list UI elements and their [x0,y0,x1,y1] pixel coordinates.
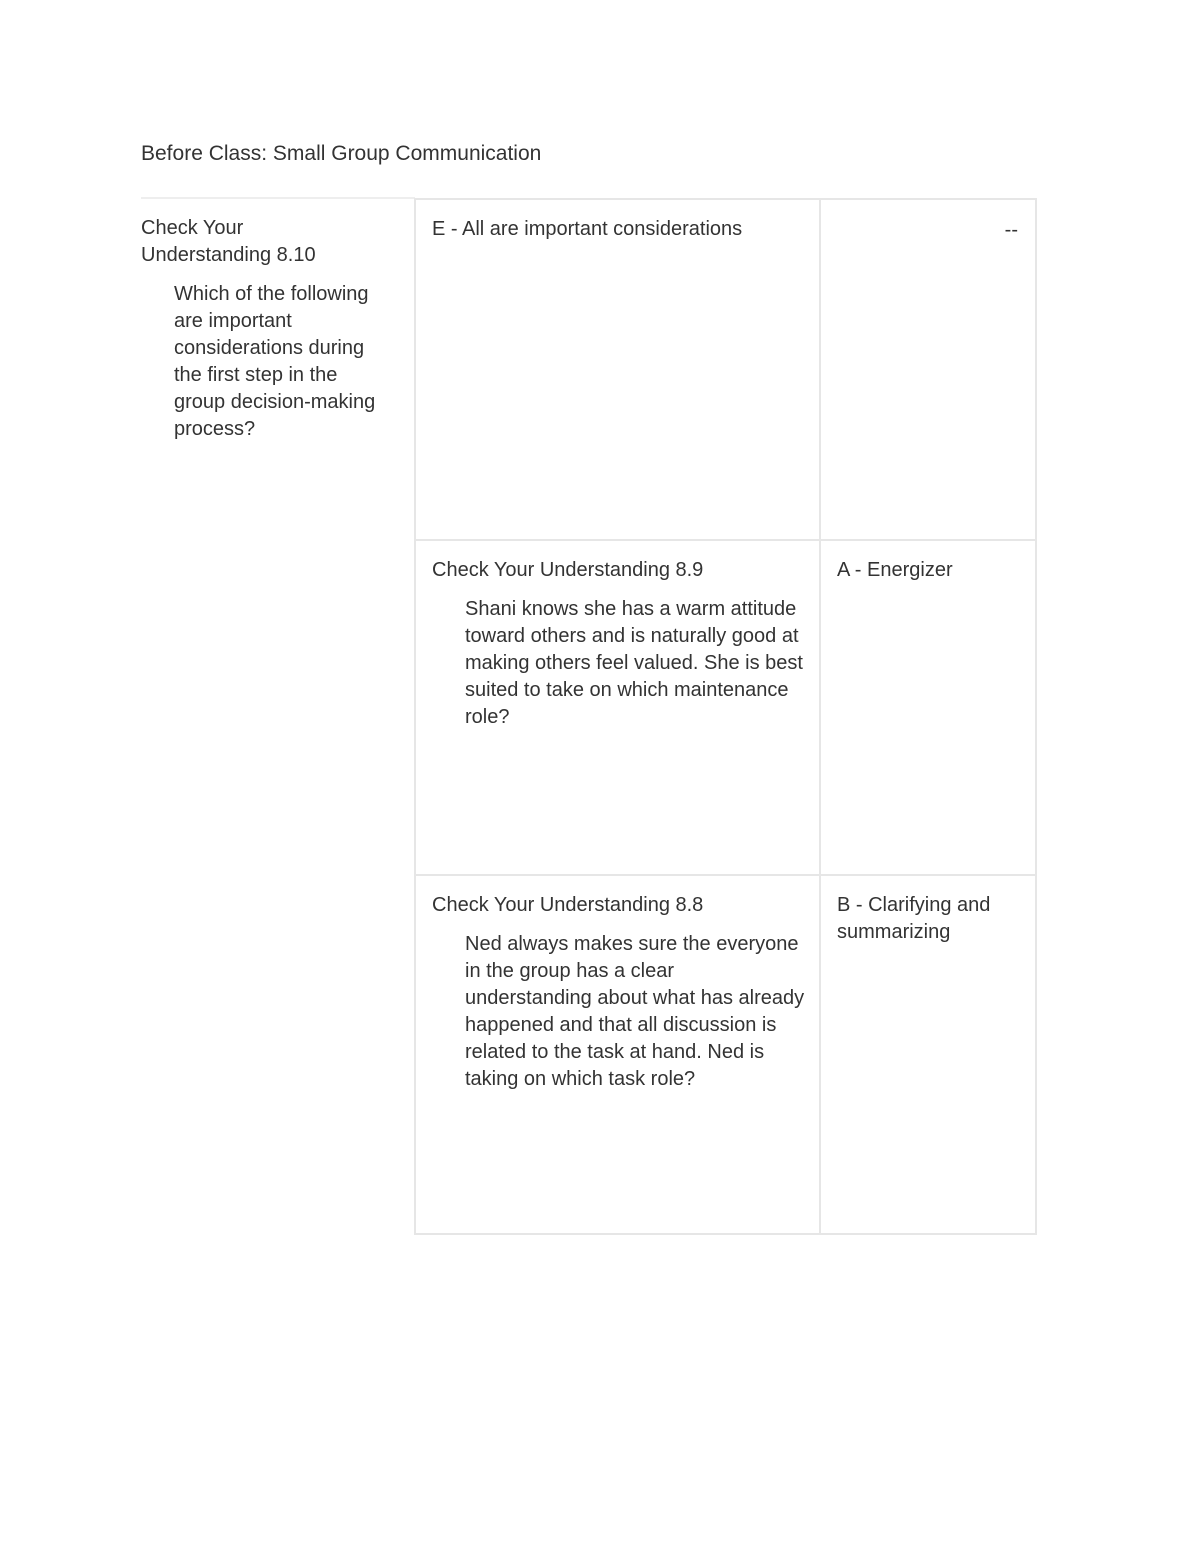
question-8-9-cell [414,539,821,876]
page-title: Before Class: Small Group Communication [141,142,542,165]
answer-8-10-text: E - All are important considerations [432,218,743,240]
answer-8-8-cell [819,874,1037,1235]
question-8-10-heading: Check Your Understanding 8.10 [141,217,316,266]
answer-8-9-text: A - Energizer [837,559,953,581]
question-8-10-cell [141,215,401,443]
answer-8-8-text: B - Clarifying and summarizing [837,894,991,943]
question-8-10-text: Which of the following are important considerations during the first step in the group decision-making process? [174,283,376,440]
question-8-8-cell [414,874,821,1235]
answer-8-9-cell [819,539,1037,876]
answer-8-10-cell [414,198,821,541]
question-8-8-heading: Check Your Understanding 8.8 [432,894,704,916]
question-8-9-heading: Check Your Understanding 8.9 [432,559,704,581]
question-8-8-text: Ned always makes sure the everyone in the group has a clear understanding about what has already happened and that all discussion is related to the task at hand. Ned is taking on which task role? [465,933,805,1090]
extra-8-10-text: -- [1004,219,1018,241]
extra-8-10-cell [819,198,1037,541]
table-top-divider [141,197,415,199]
question-8-9-text: Shani knows she has a warm attitude toward others and is naturally good at making others feel valued. She is best suited to take on which maintenance role? [465,598,803,728]
